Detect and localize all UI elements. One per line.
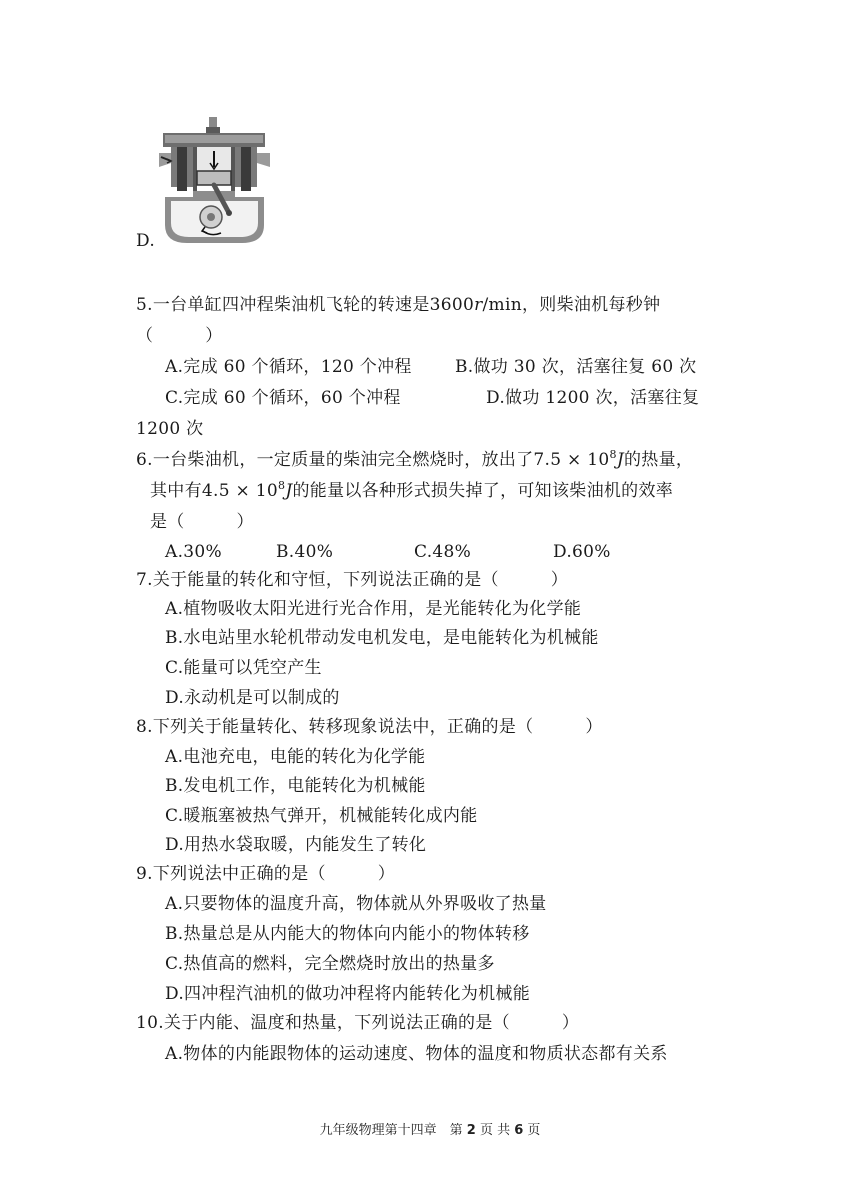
q8-option-b: B.发电机工作，电能转化为机械能	[165, 776, 426, 796]
q6-stem1-tail: 的热量，	[623, 450, 694, 470]
q6-stem1-text: 6.一台柴油机，一定质量的柴油完全燃烧时，放出了	[136, 450, 534, 470]
q6-option-a: A.30%	[165, 542, 222, 562]
q8-option-a: A.电池充电，电能的转化为化学能	[165, 747, 426, 767]
q5-option-d-continued: 1200 次	[136, 419, 204, 439]
question-6-stem-line3: 是（ ）	[150, 512, 254, 532]
q6-option-c: C.48%	[414, 542, 472, 562]
q6-heat2-formula	[202, 481, 293, 501]
q5-option-d: D.做功 1200 次，活塞往复	[486, 388, 700, 408]
q5-stem-text: 5.一台单缸四冲程柴油机飞轮的转速是	[136, 295, 430, 315]
q9-option-b: B.热量总是从内能大的物体向内能小的物体转移	[165, 924, 530, 944]
engine-diagram-image	[157, 113, 272, 247]
q5-option-a: A.完成 60 个循环，120 个冲程	[165, 357, 412, 377]
q9-option-a: A.只要物体的温度升高，物体就从外界吸收了热量	[165, 894, 547, 914]
q9-option-d: D.四冲程汽油机的做功冲程将内能转化为机械能	[165, 984, 531, 1004]
question-6-stem-line1	[136, 448, 693, 472]
q7-option-c: C.能量可以凭空产生	[165, 658, 322, 678]
q5-stem-tail: ，则柴油机每秒钟	[521, 295, 661, 315]
q6-option-b: B.40%	[276, 542, 334, 562]
page-footer	[0, 1122, 860, 1140]
q6-heat1-formula	[533, 450, 624, 470]
q6-heat1-exponent: 8	[609, 448, 617, 461]
q5-speed-formula	[430, 295, 522, 315]
footer-page-mid: 页 共	[479, 1123, 511, 1138]
q5-option-c: C.完成 60 个循环，60 个冲程	[165, 388, 401, 408]
question-9-stem: 9.下列说法中正确的是（ ）	[136, 864, 396, 884]
q5-unit-r: r	[474, 295, 483, 315]
question-5-paren: （ ）	[136, 326, 223, 346]
q6-unit-j-2: J	[285, 481, 293, 501]
footer-chapter: 九年级物理第十四章	[319, 1123, 437, 1138]
q8-option-d: D.用热水袋取暖，内能发生了转化	[165, 835, 427, 855]
q5-speed-value: 3600	[429, 295, 475, 315]
footer-page-total: 6	[514, 1123, 524, 1138]
footer-page-number: 2	[466, 1123, 476, 1138]
option-d-label: D.	[136, 231, 156, 251]
question-10-stem: 10.关于内能、温度和热量，下列说法正确的是（ ）	[136, 1013, 580, 1033]
q6-stem2-tail: 的能量以各种形式损失掉了，可知该柴油机的效率	[292, 481, 674, 501]
q7-option-b: B.水电站里水轮机带动发电机发电，是电能转化为机械能	[165, 628, 599, 648]
q6-unit-j: J	[616, 450, 624, 470]
q7-option-a: A.植物吸收太阳光进行光合作用，是光能转化为化学能	[165, 599, 582, 619]
q8-option-c: C.暖瓶塞被热气弹开，机械能转化成内能	[165, 806, 478, 826]
q10-option-a: A.物体的内能跟物体的运动速度、物体的温度和物质状态都有关系	[165, 1044, 668, 1064]
q6-heat1-mantissa: 7.5 × 10	[533, 450, 610, 470]
footer-page-prefix: 第	[449, 1123, 463, 1138]
footer-page-suffix: 页	[527, 1123, 541, 1138]
q7-option-d: D.永动机是可以制成的	[165, 688, 340, 708]
question-8-stem: 8.下列关于能量转化、转移现象说法中，正确的是（ ）	[136, 717, 603, 737]
q5-unit-rest: /min	[482, 295, 522, 315]
q5-option-b: B.做功 30 次，活塞往复 60 次	[455, 357, 697, 377]
q6-heat2-exponent: 8	[278, 479, 286, 492]
question-6-stem-line2	[150, 479, 673, 503]
question-7-stem: 7.关于能量的转化和守恒，下列说法正确的是（ ）	[136, 570, 569, 590]
q6-heat2-mantissa: 4.5 × 10	[201, 481, 279, 501]
q9-option-c: C.热值高的燃料，完全燃烧时放出的热量多	[165, 954, 495, 974]
question-5-stem	[136, 293, 660, 317]
q6-stem2-text: 其中有	[150, 481, 202, 501]
q6-option-d: D.60%	[553, 542, 611, 562]
